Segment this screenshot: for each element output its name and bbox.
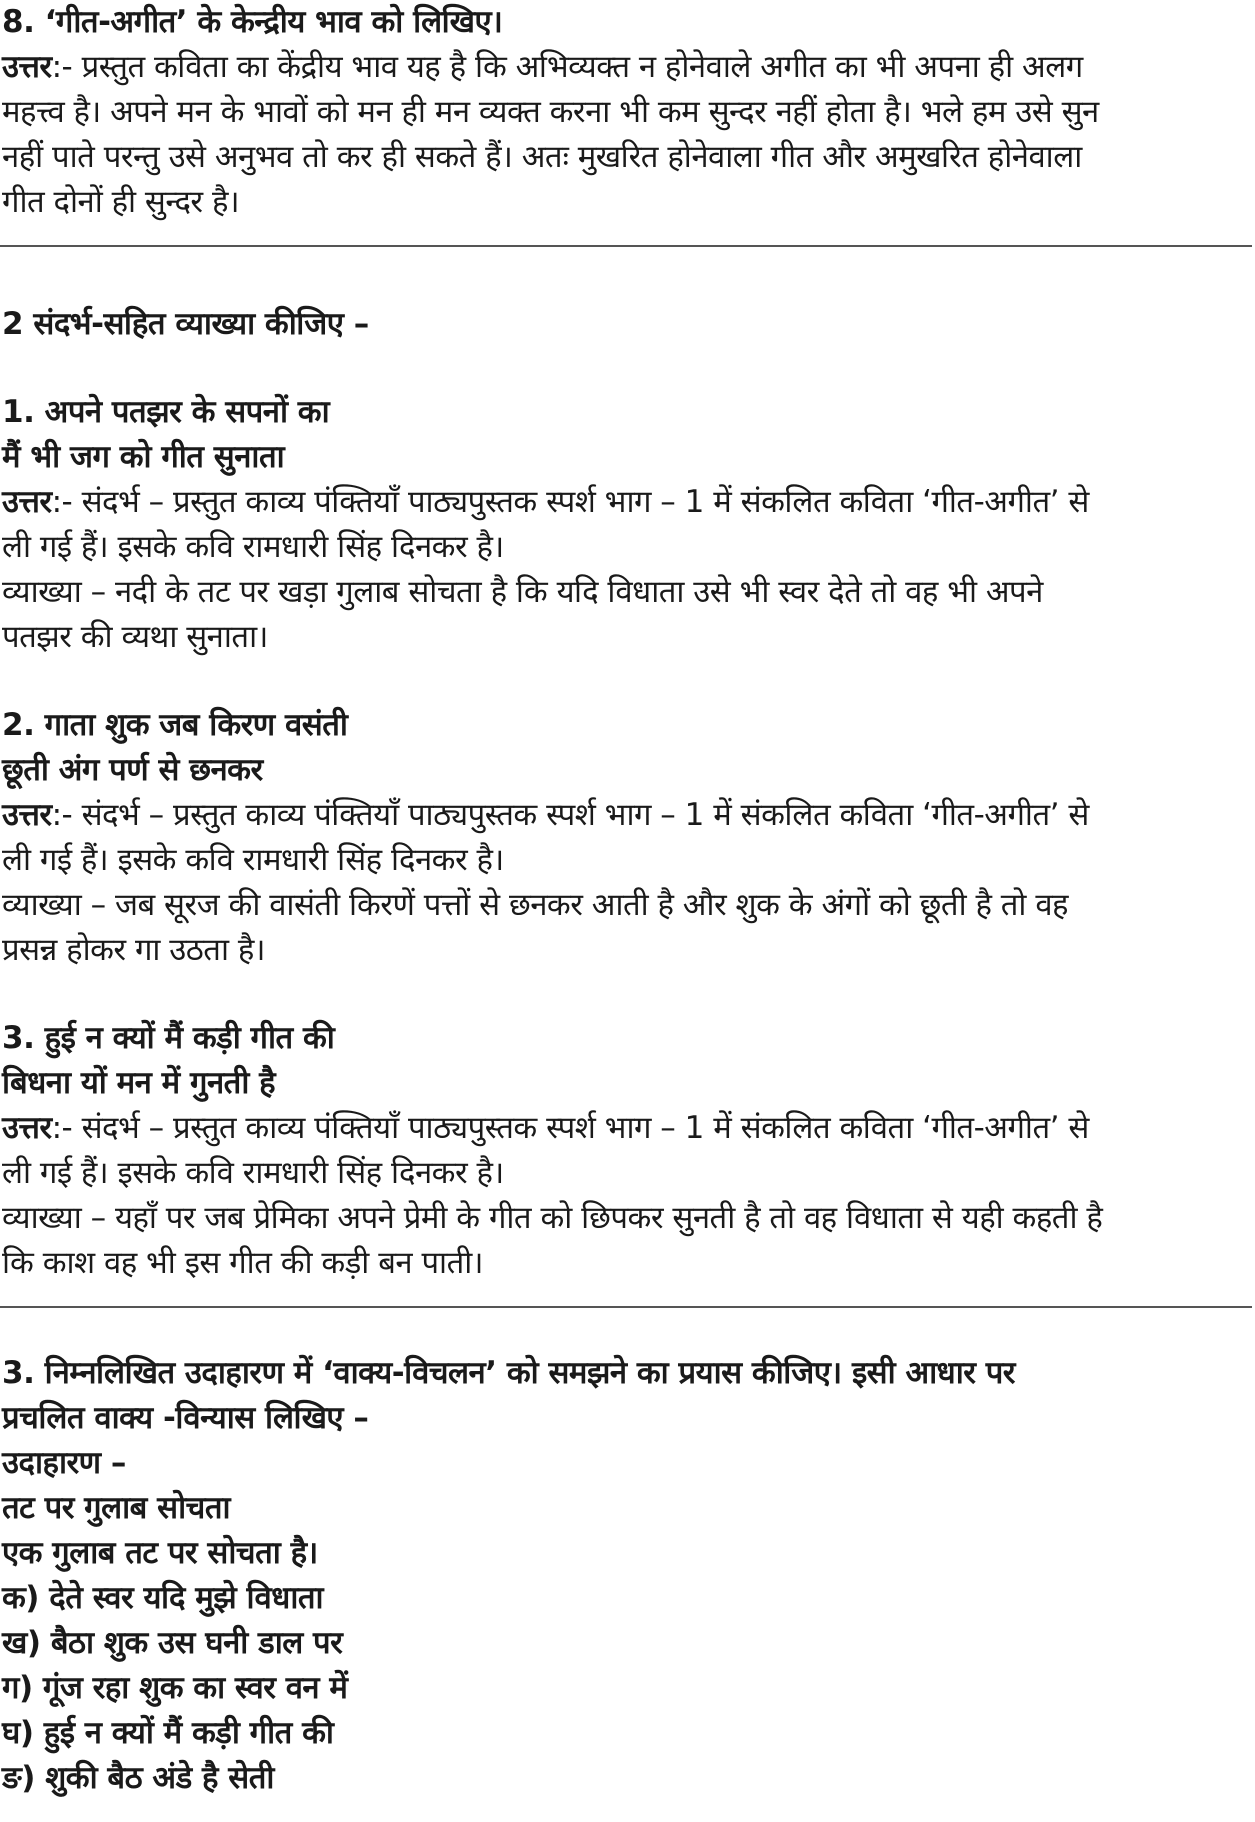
document-page <box>2 0 1252 1801</box>
vyakhya-line: व्याख्या – जब सूरज की वासंती किरणें पत्तों से छनकर आती है और शुक के अंगों को छूती है तो वह <box>2 887 1069 923</box>
verse-line: 2. गाता शुक जब किरण वसंती <box>2 707 348 743</box>
vyakhya-line: व्याख्या – यहाँ पर जब प्रेमिका अपने प्रेमी के गीत को छिपकर सुनती है तो वह विधाता से यही कहती है <box>2 1200 1103 1236</box>
verse-line: 3. हुई न क्यों मैं कड़ी गीत की <box>2 1020 335 1056</box>
section3-heading-line: 3. निम्नलिखित उदाहारण में ‘वाक्य-विचलन’ को समझने का प्रयास कीजिए। इसी आधार पर <box>2 1355 1015 1391</box>
example-line: ग) गूंज रहा शुक का स्वर वन में <box>2 1670 348 1706</box>
example-line: क) देते स्वर यदि मुझे विधाता <box>2 1580 324 1616</box>
example-line: तट पर गुलाब सोचता <box>2 1490 231 1526</box>
q8-answer-line-2: महत्त्व है। अपने मन के भावों को मन ही मन व्यक्त करना भी कम सुन्दर नहीं होता है। भले हम उसे सुन <box>2 94 1099 130</box>
q8-answer-line-4: गीत दोनों ही सुन्दर है। <box>2 184 240 220</box>
vyakhya-line: पतझर की व्यथा सुनाता। <box>2 619 268 655</box>
sandarbh-line: ली गई हैं। इसके कवि रामधारी सिंह दिनकर है। <box>2 1155 504 1191</box>
verse-line: 1. अपने पतझर के सपनों का <box>2 394 330 430</box>
verse-line: बिधना यों मन में गुनती है <box>2 1065 276 1101</box>
example-line: घ) हुई न क्यों मैं कड़ी गीत की <box>2 1715 334 1751</box>
example-line: उदाहारण – <box>2 1445 126 1481</box>
section2-heading: 2 संदर्भ-सहित व्याख्या कीजिए – <box>2 306 369 342</box>
answer-label: उत्तर <box>2 484 52 520</box>
vyakhya-line: व्याख्या – नदी के तट पर खड़ा गुलाब सोचता है कि यदि विधाता उसे भी स्वर देते तो वह भी अपने <box>2 574 1043 610</box>
sandarbh-line: उत्तर:- संदर्भ – प्रस्तुत काव्य पंक्तियाँ पाठ्यपुस्तक स्पर्श भाग – 1 में संकलित कविता ‘गीत-अगीत’ से <box>2 484 1089 520</box>
sandarbh-line: उत्तर:- संदर्भ – प्रस्तुत काव्य पंक्तियाँ पाठ्यपुस्तक स्पर्श भाग – 1 में संकलित कविता ‘गीत-अगीत’ से <box>2 797 1089 833</box>
example-line: ख) बैठा शुक उस घनी डाल पर <box>2 1625 343 1661</box>
vyakhya-line: कि काश वह भी इस गीत की कड़ी बन पाती। <box>2 1245 484 1281</box>
example-line: एक गुलाब तट पर सोचता है। <box>2 1535 318 1571</box>
vyakhya-line: प्रसन्न होकर गा उठता है। <box>2 932 266 968</box>
verse-line: मैं भी जग को गीत सुनाता <box>2 439 285 475</box>
answer-label: उत्तर <box>2 797 52 833</box>
verse-line: छूती अंग पर्ण से छनकर <box>2 752 263 788</box>
sandarbh-line: ली गई हैं। इसके कवि रामधारी सिंह दिनकर है। <box>2 842 504 878</box>
example-line: ङ) शुकी बैठ अंडे है सेती <box>2 1760 274 1796</box>
answer-label: उत्तर <box>2 49 52 85</box>
sandarbh-line: उत्तर:- संदर्भ – प्रस्तुत काव्य पंक्तियाँ पाठ्यपुस्तक स्पर्श भाग – 1 में संकलित कविता ‘गीत-अगीत’ से <box>2 1110 1089 1146</box>
q8-answer-line-1: उत्तर:- प्रस्तुत कविता का केंद्रीय भाव यह है कि अभिव्यक्त न होनेवाले अगीत का भी अपना ही अलग <box>2 49 1083 85</box>
q8-question: 8. ‘गीत-अगीत’ के केन्द्रीय भाव को लिखिए। <box>2 4 503 40</box>
section3-heading-line: प्रचलित वाक्य -विन्यास लिखिए – <box>2 1400 369 1436</box>
sandarbh-line: ली गई हैं। इसके कवि रामधारी सिंह दिनकर है। <box>2 529 504 565</box>
answer-label: उत्तर <box>2 1110 52 1146</box>
q8-answer-line-3: नहीं पाते परन्तु उसे अनुभव तो कर ही सकते हैं। अतः मुखरित होनेवाला गीत और अमुखरित होनेवाला <box>2 139 1082 175</box>
